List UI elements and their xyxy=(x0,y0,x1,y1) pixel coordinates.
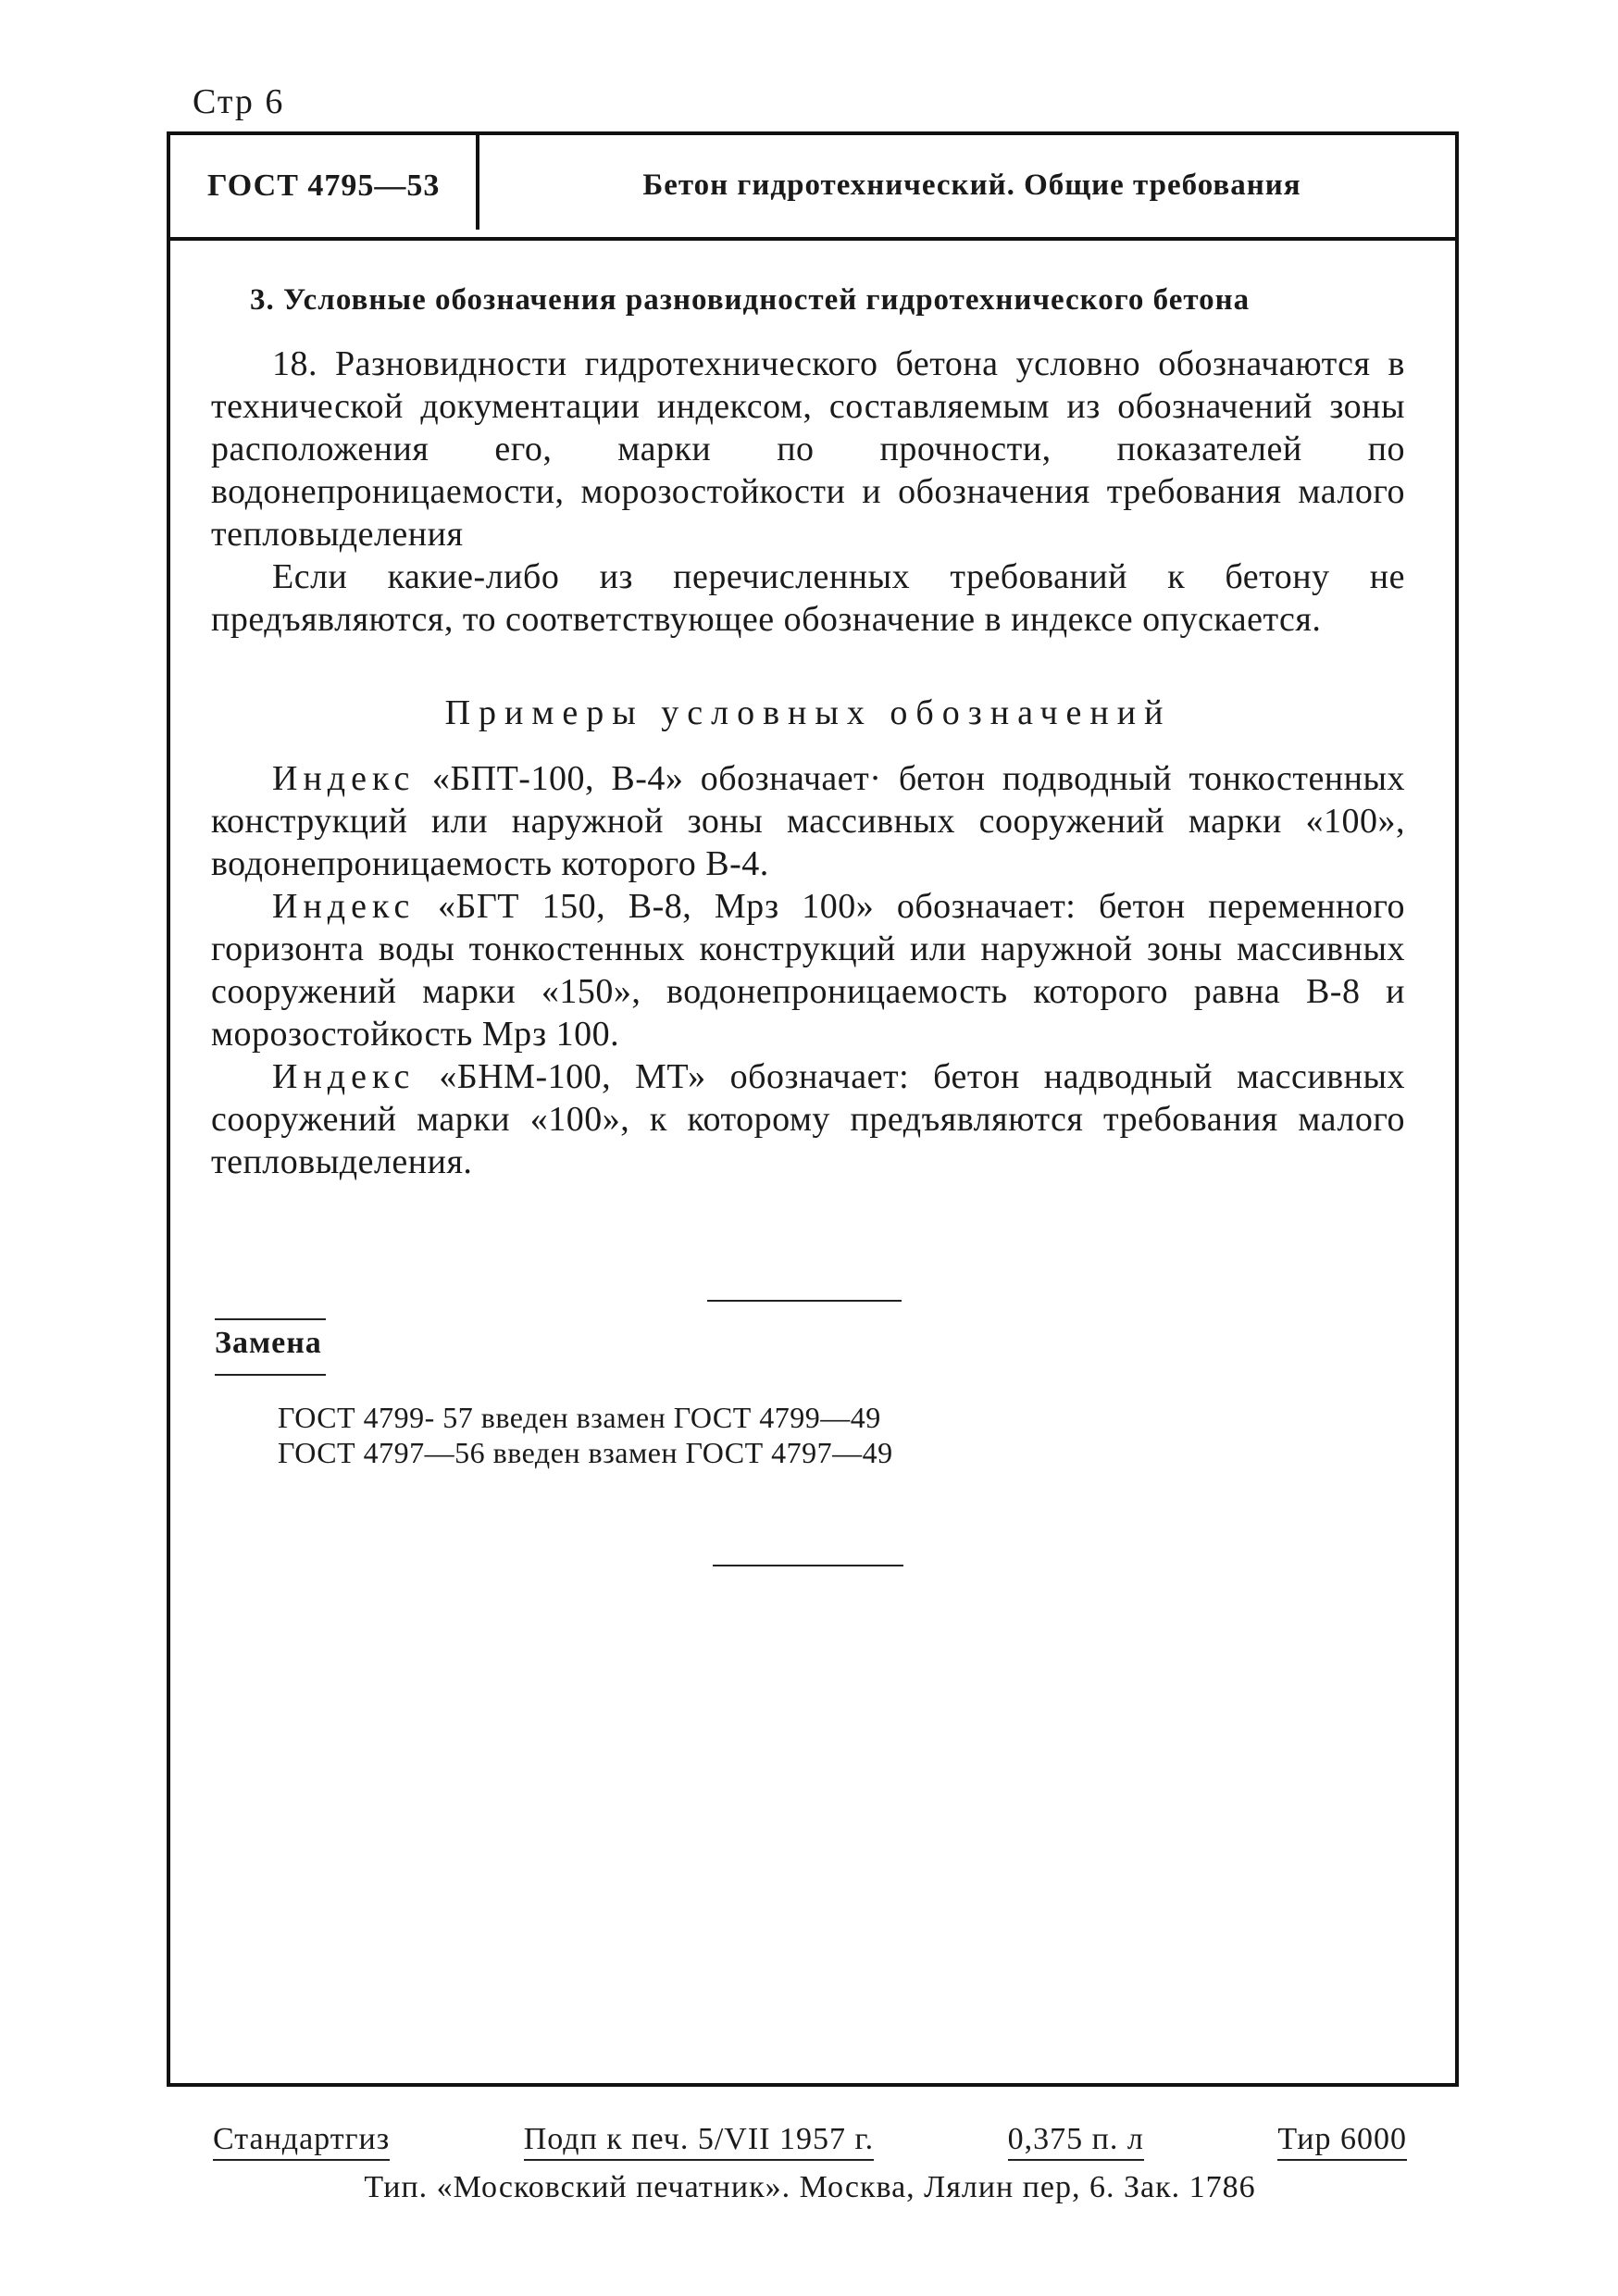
imprint-line xyxy=(213,2122,1407,2161)
example-text: «БПТ-100, В-4» обозначает· бетон подводный тонкостенных конструкций или наружной зоны массивных сооружений марки «100», водонепроницаемость которого В-4. xyxy=(211,759,1406,883)
print-run: Тир 6000 xyxy=(1277,2122,1407,2161)
examples-list xyxy=(211,757,1405,1183)
replacement-item: ГОСТ 4799- 57 введен взамен ГОСТ 4799—49 xyxy=(278,1401,881,1434)
page-number: Стр 6 xyxy=(193,82,285,121)
section-heading: 3. Условные обозначения разновидностей гидротехнического бетона xyxy=(250,283,1251,317)
example-label: Индекс xyxy=(272,1057,416,1096)
section-body xyxy=(211,343,1405,641)
replacement-rule-top xyxy=(215,1318,326,1320)
example-item xyxy=(211,1055,1405,1183)
standard-code: ГОСТ 4795—53 xyxy=(207,168,441,203)
frame-left-border xyxy=(167,131,170,2085)
replacement-list xyxy=(278,1400,893,1470)
replacement-rule-bottom xyxy=(215,1374,326,1376)
frame-right-border xyxy=(1455,131,1459,2085)
replacement-item: ГОСТ 4797—56 введен взамен ГОСТ 4797—49 xyxy=(278,1436,893,1469)
separator-rule xyxy=(713,1565,903,1566)
replacement-title: Замена xyxy=(215,1326,322,1360)
example-item xyxy=(211,885,1405,1055)
example-text: «БГТ 150, В-8, Мрз 100» обозначает: бетон переменного горизонта воды тонкостенных конструкций или наружной зоны массивных сооружений марки «150», водонепроницаемость которого равна В-8 и морозостойкость Мрз 100. xyxy=(211,887,1406,1054)
example-text: «БНМ-100, МТ» обозначает: бетон надводный массивных сооружений марки «100», к которому предъявляются требования малого тепловыделения. xyxy=(211,1057,1406,1181)
separator-rule xyxy=(707,1300,902,1302)
example-label: Индекс xyxy=(272,759,416,798)
signed-for-print: Подп к печ. 5/VII 1957 г. xyxy=(524,2122,874,2161)
printed-sheets: 0,375 п. л xyxy=(1008,2122,1144,2161)
examples-title: Примеры условных обозначений xyxy=(444,693,1172,732)
header-divider xyxy=(476,135,479,230)
example-label: Индекс xyxy=(272,887,416,926)
standard-title: Бетон гидротехнический. Общие требования xyxy=(642,168,1301,202)
header-bottom-border xyxy=(167,237,1459,241)
frame-top-border xyxy=(167,131,1459,135)
printer-line: Тип. «Московский печатник». Москва, Лялин пер, 6. Зак. 1786 xyxy=(364,2170,1256,2204)
paragraph-18: 18. Разновидности гидротехнического бетона условно обозначаются в технической документации индексом, составляемым из обозначений зоны расположения его, марки по прочности, показателей по водонепроницаемости, морозостойкости и обозначения требования малого тепловыделения xyxy=(211,344,1405,554)
paragraph-omission: Если какие-либо из перечисленных требований к бетону не предъявляются, то соответствующее обозначение в индексе опускается. xyxy=(211,557,1405,639)
frame-bottom-border xyxy=(167,2083,1459,2087)
publisher: Стандартгиз xyxy=(213,2122,390,2161)
example-item xyxy=(211,757,1405,885)
